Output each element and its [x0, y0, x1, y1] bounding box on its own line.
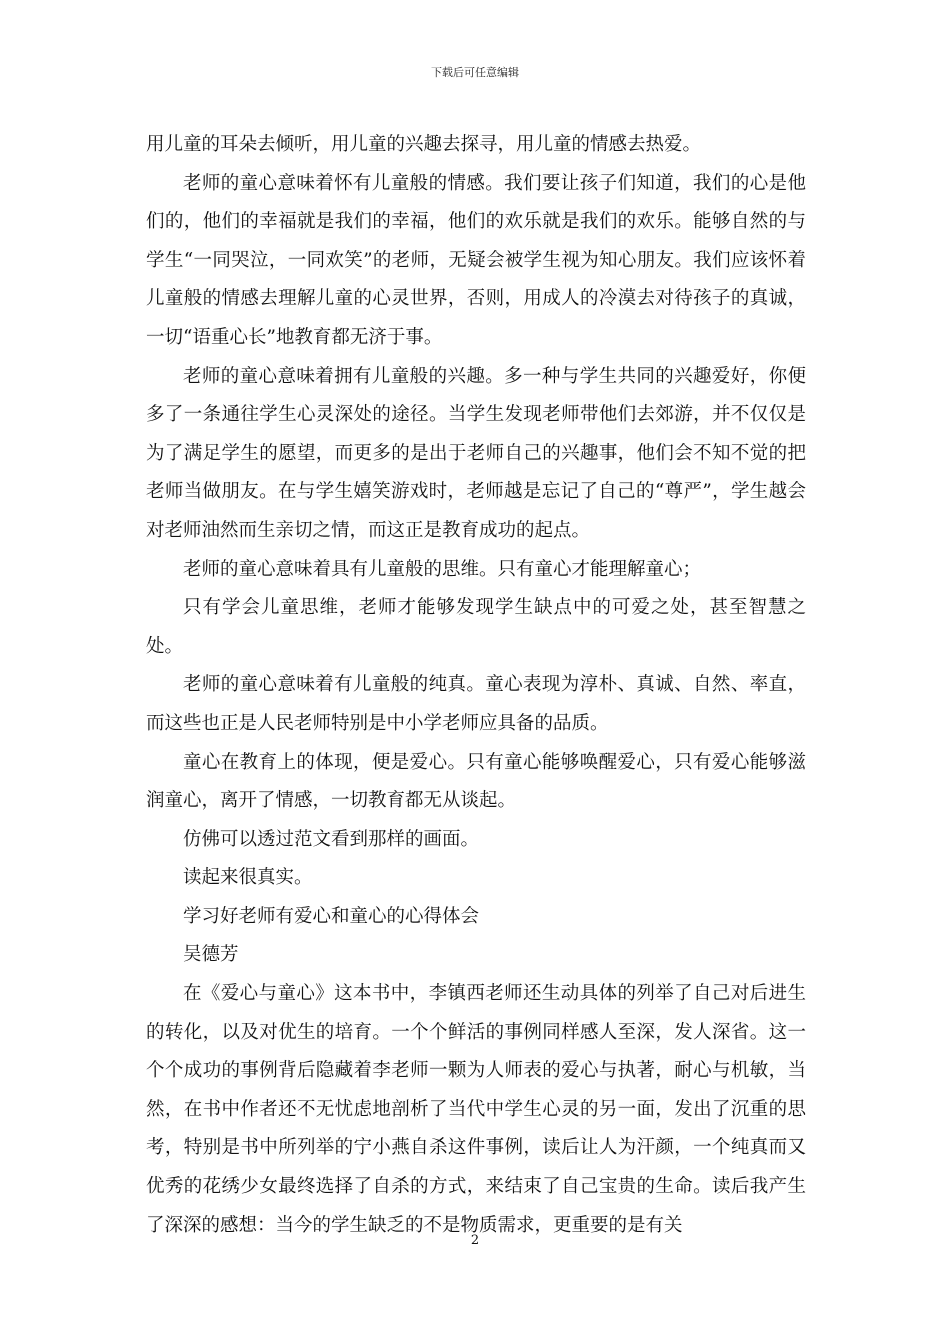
paragraph: 在《爱心与童心》这本书中，李镇西老师还生动具体的列举了自己对后进生的转化，以及对优生的培育。一个个鲜活的事例同样感人至深，发人深省。这一个个成功的事例背后隐藏着李老师一颗为人师表的爱心与执著，耐心与机敏，当然，在书中作者还不无忧虑地剖析了当代中学生心灵的另一面，发出了沉重的思考，特别是书中所列举的宁小燕自杀这件事例，读后让人为汗颜，一个纯真而又优秀的花绣少女最终选择了自杀的方式，来结束了自己宝贵的生命。读后我产生了深深的感想：当今的学生缺乏的不是物质需求，更重要的是有关	[146, 983, 806, 1236]
paragraph: 老师的童心意味着有儿童般的纯真。童心表现为淳朴、真诚、自然、率直，而这些也正是人民老师特别是中小学老师应具备的品质。	[146, 674, 806, 734]
paragraph-continuation: 用儿童的耳朵去倾听，用儿童的兴趣去探寻，用儿童的情感去热爱。	[146, 134, 702, 155]
page-number: 2	[470, 1233, 480, 1248]
section-title: 学习好老师有爱心和童心的心得体会	[183, 905, 480, 927]
paragraph: 老师的童心意味着拥有儿童般的兴趣。多一种与学生共同的兴趣爱好，你便多了一条通往学生心灵深处的途径。当学生发现老师带他们去郊游，并不仅仅是为了满足学生的愿望，而更多的是出于老师自己的兴趣事，他们会不知不觉的把老师当做朋友。在与学生嬉笑游戏时，老师越是忘记了自己的“尊严”，学生越会对老师油然而生亲切之情，而这正是教育成功的起点。	[146, 365, 806, 541]
author-name: 吴德芳	[183, 944, 239, 966]
document-body	[146, 126, 806, 1245]
paragraph: 仿佛可以透过范文看到那样的画面。	[183, 828, 480, 850]
paragraph: 童心在教育上的体现，便是爱心。只有童心能够唤醒爱心，只有爱心能够滋润童心，离开了情感，一切教育都无从谈起。	[146, 751, 806, 812]
page-header: 下载后可任意编辑	[431, 66, 519, 79]
paragraph: 读起来很真实。	[183, 867, 313, 889]
paragraph: 老师的童心意味着具有儿童般的思维。只有童心才能理解童心；	[183, 558, 702, 580]
paragraph: 老师的童心意味着怀有儿童般的情感。我们要让孩子们知道，我们的心是他们的，他们的幸福就是我们的幸福，他们的欢乐就是我们的欢乐。能够自然的与学生“一同哭泣，一同欢笑”的老师，无疑会被学生视为知心朋友。我们应该怀着儿童般的情感去理解儿童的心灵世界，否则，用成人的冷漠去对待孩子的真诚，一切“语重心长”地教育都无济于事。	[146, 172, 806, 348]
paragraph: 只有学会儿童思维，老师才能够发现学生缺点中的可爱之处，甚至智慧之处。	[146, 597, 806, 657]
